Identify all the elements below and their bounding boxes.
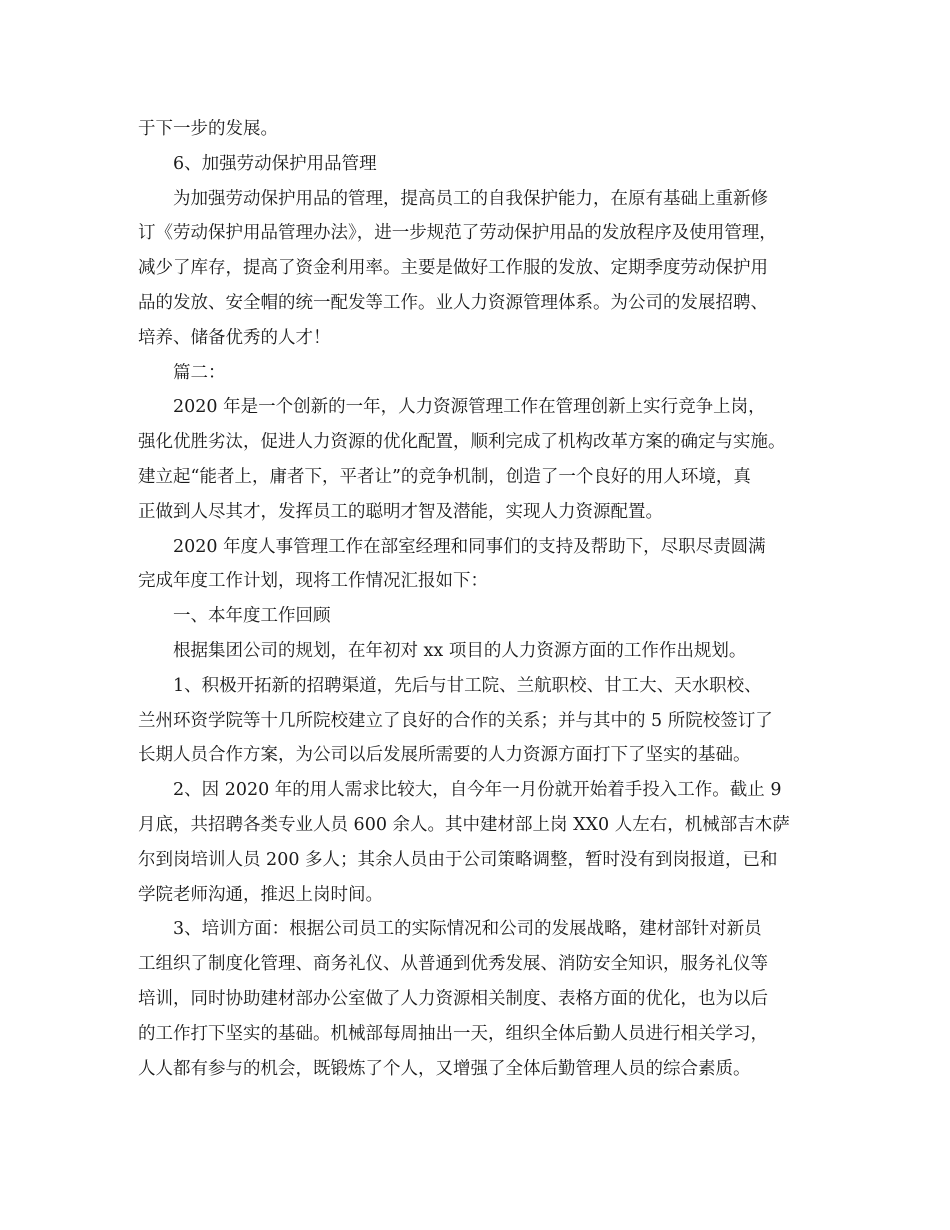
text-line: 品的发放、安全帽的统一配发等工作。业人力资源管理体系。为公司的发展招聘、	[138, 292, 768, 313]
text-line: 强化优胜劣汰，促进人力资源的优化配置，顺利完成了机构改革方案的确定与实施。	[138, 432, 786, 453]
text-line: 兰州环资学院等十几所院校建立了良好的合作的关系；并与其中的 5 所院校签订了	[138, 710, 773, 731]
text-line: 正做到人尽其才，发挥员工的聪明才智及潜能，实现人力资源配置。	[138, 501, 663, 522]
text-line: 长期人员合作方案，为公司以后发展所需要的人力资源方面打下了坚实的基础。	[138, 745, 751, 766]
text-line: 2020 年是一个创新的一年，人力资源管理工作在管理创新上实行竞争上岗，	[173, 397, 766, 418]
document-body	[138, 112, 828, 1086]
text-line: 篇二：	[173, 362, 226, 383]
text-line: 于下一步的发展。	[138, 119, 278, 139]
text-line: 人人都有参与的机会，既锻炼了个人，又增强了全体后勤管理人员的综合素质。	[138, 1058, 751, 1079]
text-line: 6、加强劳动保护用品管理	[173, 153, 377, 174]
text-line: 为加强劳动保护用品的管理，提高员工的自我保护能力，在原有基础上重新修	[173, 188, 768, 209]
text-line: 一、本年度工作回顾	[173, 606, 331, 627]
text-line: 培养、储备优秀的人才！	[138, 327, 331, 348]
text-line: 培训，同时协助建材部办公室做了人力资源相关制度、表格方面的优化，也为以后	[138, 988, 768, 1009]
text-line: 完成年度工作计划，现将工作情况汇报如下：	[138, 571, 488, 592]
text-line: 2、因 2020 年的用人需求比较大，自今年一月份就开始着手投入工作。截止 9	[173, 780, 782, 801]
text-line: 的工作打下坚实的基础。机械部每周抽出一天，组织全体后勤人员进行相关学习，	[138, 1023, 768, 1044]
text-line: 2020 年度人事管理工作在部室经理和同事们的支持及帮助下，尽职尽责圆满	[173, 536, 766, 557]
text-line: 工组织了制度化管理、商务礼仪、从普通到优秀发展、消防安全知识，服务礼仪等	[138, 954, 768, 975]
text-line: 根据集团公司的规划，在年初对 xx 项目的人力资源方面的工作作出规划。	[173, 640, 747, 661]
text-line: 订《劳动保护用品管理办法》，进一步规范了劳动保护用品的发放程序及使用管理，	[138, 223, 777, 244]
text-line: 学院老师沟通，推迟上岗时间。	[138, 884, 383, 905]
text-line: 3、培训方面：根据公司员工的实际情况和公司的发展战略，建材部针对新员	[173, 919, 762, 940]
text-line: 月底，共招聘各类专业人员 600 余人。其中建材部上岗 XX0 人左右，机械部吉木萨	[138, 814, 790, 835]
text-line: 减少了库存，提高了资金利用率。主要是做好工作服的发放、定期季度劳动保护用	[138, 258, 768, 279]
text-line: 建立起“能者上，庸者下，平者让”的竞争机制，创造了一个良好的用人环境，真	[138, 466, 751, 487]
text-line: 尔到岗培训人员 200 多人；其余人员由于公司策略调整，暂时没有到岗报道，已和	[138, 849, 778, 870]
text-line: 1、积极开拓新的招聘渠道，先后与甘工院、兰航职校、甘工大、天水职校、	[173, 675, 762, 696]
